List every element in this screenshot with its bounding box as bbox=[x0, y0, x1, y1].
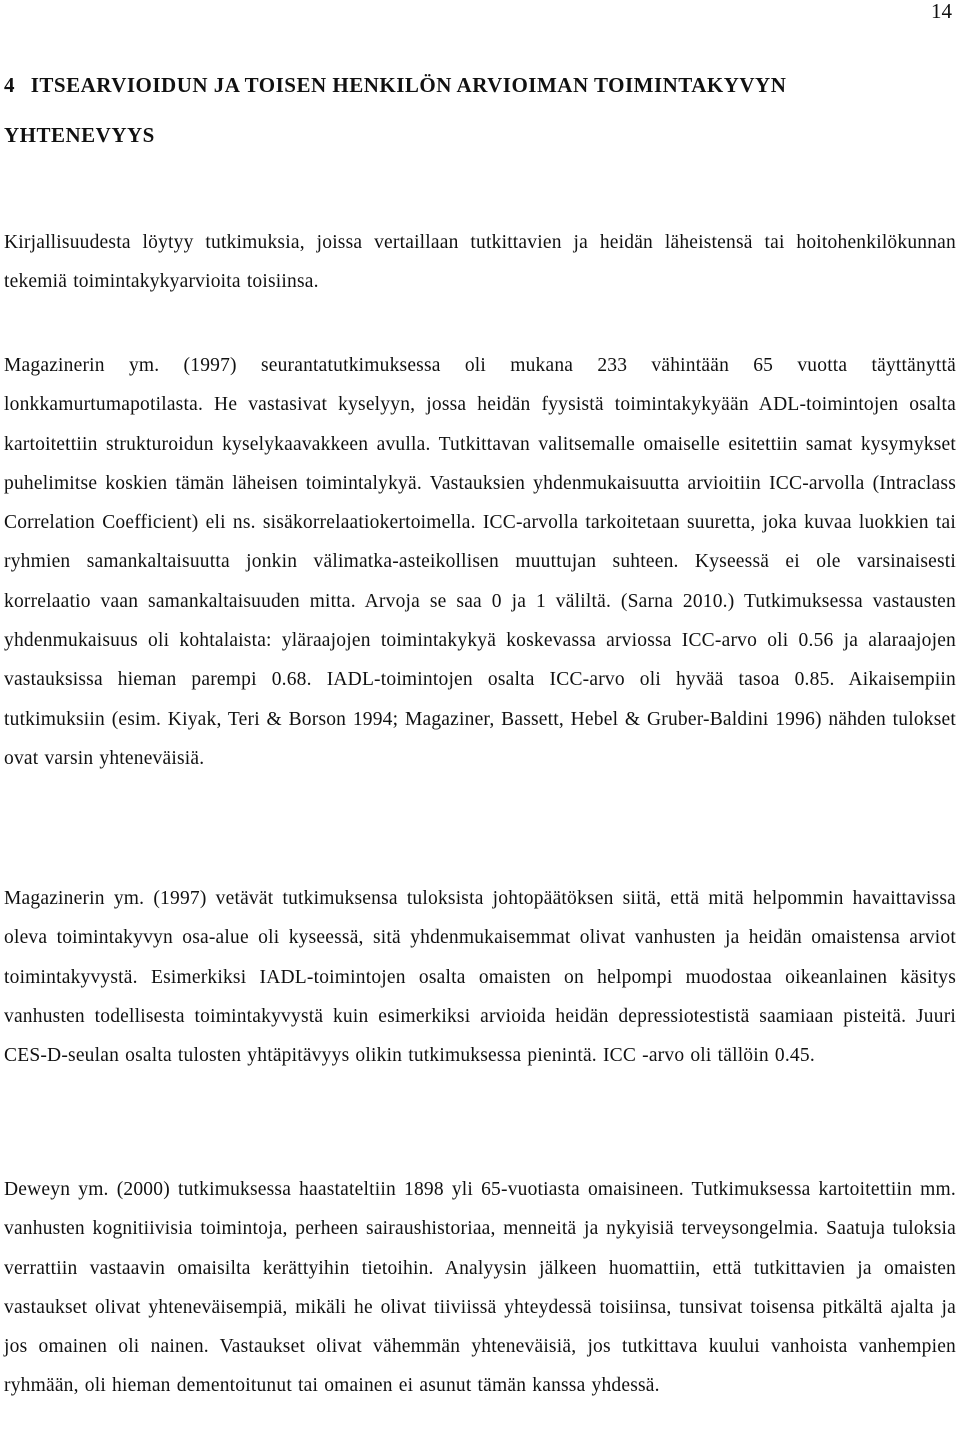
paragraph-magaziner-conclusion: Magazinerin ym. (1997) vetävät tutkimuksensa tuloksista johtopäätöksen siitä, että mitä helpommin havaittavissa oleva toimintakyvyn osa-alue oli kyseessä, sitä yhdenmukaisemmat olivat vanhusten ja heidän omaistensa arviot toimintakyvystä. Esimerkiksi IADL-toimintojen osalta omaisten on helpompi muodostaa oikeanlainen käsitys vanhusten todellisesta toimintakyvystä kuin esimerkiksi arvioida heidän depressiotestistä saamiaan pisteitä. Juuri CES-D-seulan osalta tulosten yhtäpitävyys olikin tutkimuksessa pienintä. ICC -arvo oli tällöin 0.45. bbox=[4, 888, 956, 1067]
page-number: 14 bbox=[931, 0, 952, 23]
paragraph-dewey-study: Deweyn ym. (2000) tutkimuksessa haastateltiin 1898 yli 65-vuotiasta omaisineen. Tutkimuksessa kartoitettiin mm. vanhusten kognitiivisia toimintoja, perheen sairaushistoriaa, menneitä ja nykyisiä terveysongelmia. Saatuja tuloksia verrattiin vastaavin omaisilta kerättyihin tietoihin. Analyysin jälkeen huomattiin, että tutkittavien ja omaisten vastaukset olivat yhteneväisempiä, mikäli he olivat tiiviissä yhteydessä toisiinsa, tunsivat toisensa pitkältä ajalta ja jos omainen oli nainen. Vastaukset olivat vähemmän yhteneväisiä, jos tutkittava kuului vanhoista vanhempien ryhmään, oli hieman dementoitunut tai omainen ei asunut tämän kanssa yhdessä. bbox=[4, 1179, 956, 1397]
section-title: ITSEARVIOIDUN JA TOISEN HENKILÖN ARVIOIMAN TOIMINTAKYVYN YHTENEVYYS bbox=[4, 73, 787, 147]
section-number: 4 bbox=[4, 73, 15, 97]
paragraph-intro: Kirjallisuudesta löytyy tutkimuksia, joissa vertaillaan tutkittavien ja heidän läheistensä tai hoitohenkilökunnan tekemiä toimintakykyarvioita toisiinsa. bbox=[4, 232, 956, 293]
paragraph-magaziner-study: Magazinerin ym. (1997) seurantatutkimuksessa oli mukana 233 vähintään 65 vuotta täyttänyttä lonkkamurtumapotilasta. He vastasivat kyselyyn, jossa heidän fyysistä toimintakykyään ADL-toimintojen osalta kartoitettiin strukturoidun kyselykaavakkeen avulla. Tutkittavan valitsemalle omaiselle esitettiin samat kysymykset puhelimitse koskien tämän läheisen toimintalykyä. Vastauksien yhdenmukaisuutta arvioitiin ICC-arvolla (Intraclass Correlation Coefficient) eli ns. sisäkorrelaatiokertoimella. ICC-arvolla tarkoitetaan suuretta, joka kuvaa luokkien tai ryhmien samankaltaisuutta jonkin välimatka-asteikollisen muuttujan suhteen. Kyseessä ei ole varsinaisesti korrelaatio vaan samankaltaisuuden mitta. Arvoja se saa 0 ja 1 väliltä. (Sarna 2010.) Tutkimuksessa vastausten yhdenmukaisuus oli kohtalaista: yläraajojen toimintakykyä koskevassa arviossa ICC-arvo oli 0.56 ja alaraajojen vastauksissa hieman parempi 0.68. IADL-toimintojen osalta ICC-arvo oli hyvää tasoa 0.85. Aikaisempiin tutkimuksiin (esim. Kiyak, Teri & Borson 1994; Magaziner, Bassett, Hebel & Gruber-Baldini 1996) nähden tulokset ovat varsin yhteneväisiä. bbox=[4, 355, 956, 769]
section-heading bbox=[4, 60, 934, 160]
